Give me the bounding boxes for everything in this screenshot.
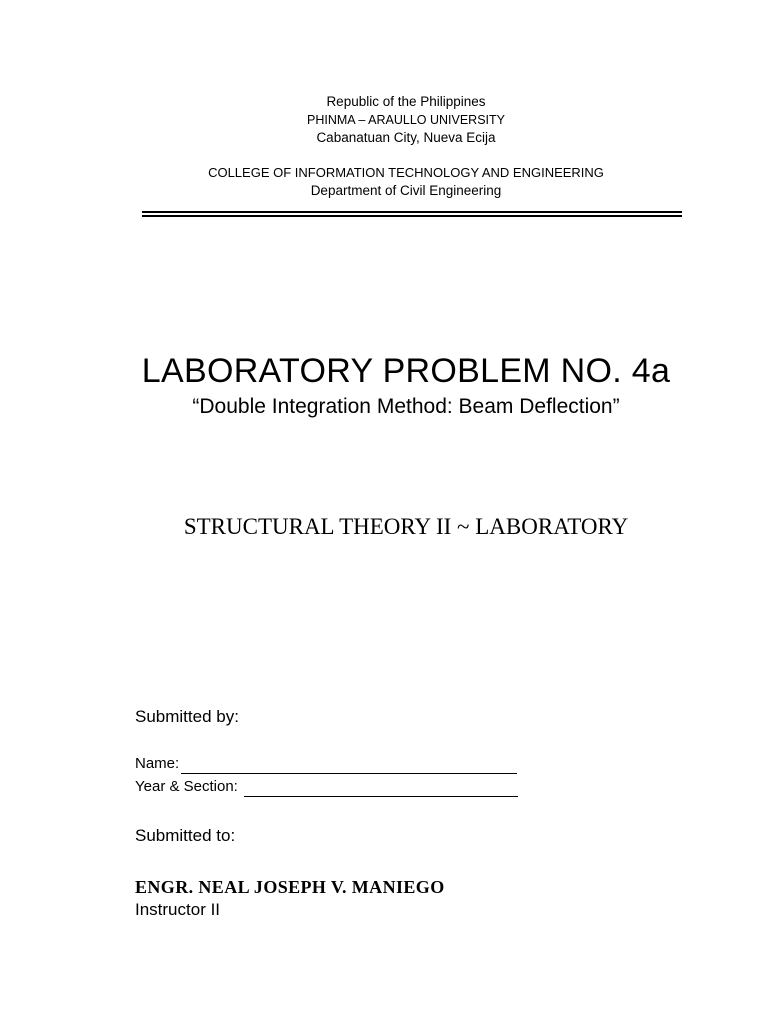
year-section-label: Year & Section: [135,778,238,795]
submitted-to-label: Submitted to: [135,826,236,845]
department-line: Department of Civil Engineering [310,183,502,198]
submitted-by-label: Submitted by: [135,707,239,726]
college-line: COLLEGE OF INFORMATION TECHNOLOGY AND ENGINEERING [208,165,604,180]
document-title: LABORATORY PROBLEM NO. 4a [141,352,671,390]
location-line: Cabanatuan City, Nueva Ecija [316,130,496,145]
name-label: Name: [135,755,180,772]
header-divider-top [142,211,682,213]
header-divider-bottom [142,215,682,217]
country-line: Republic of the Philippines [326,94,486,109]
document-subtitle: “Double Integration Method: Beam Deflection” [192,395,620,418]
name-blank-line [181,758,517,774]
instructor-position: Instructor II [135,900,221,919]
instructor-name: ENGR. NEAL JOSEPH V. MANIEGO [135,877,445,897]
university-line: PHINMA – ARAULLO UNIVERSITY [307,113,505,127]
year-section-blank-line [244,781,518,797]
document-header [0,93,768,200]
course-title: STRUCTURAL THEORY II ~ LABORATORY [183,514,629,539]
year-section-field [135,777,518,797]
name-field [135,754,517,774]
